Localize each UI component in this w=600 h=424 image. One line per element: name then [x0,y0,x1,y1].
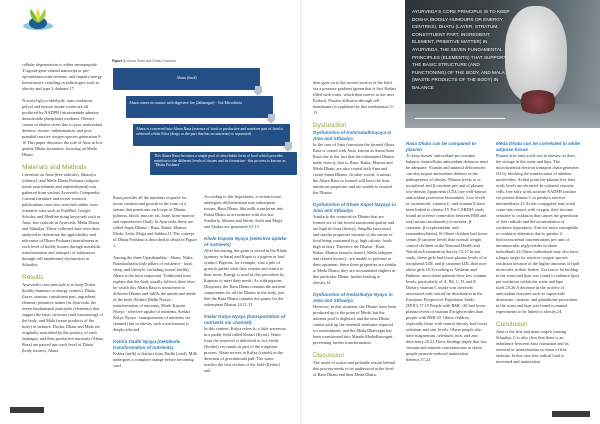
dried-flowers-image [517,90,559,114]
flow-box-3: Ahara is converted into Ahara Rasa (essence of food or productive and nutritive part of food is achieved whilst Kitta (dregs or the part that has no nutrients) is separated) [133,124,290,146]
table-surface [405,104,600,128]
flow-box-1: Ahara (food) [113,68,260,90]
paragraph: After harvesting, the grain is stored in the Khale (granary or barn) and Kapot is a pigeon or bird symbol. Pigeons, for example, visit a pile of grain to gather what they require and return to their nests. Energy is used in this procedure by Kapotas to meet their needs. As with pigeons (Kapotas), the Rasa Dhatu contains the nutrient components for all the Dhatus in the body, just like the Rasa Dhatu contains the grains for the subsequent Dhatus.10,11,13 [204,248,287,307]
paragraph: The mode of action and probable reason behind this process needs to be understood at the level of Rasa Dhatu and then Meda Dhatu. [313,360,395,377]
paragraph: Kshira (milk) is distinct from Dadhi (curd). Milk undergoes a complete change before becoming curd. [113,351,198,368]
paragraph: Ama is the first and main culprit causing Sthaulya. It is also clear that there is an imbalance between Ama formation and its removal or neutralisation in terms of free radicals. In this case free radical load is increased and antioxidant [496,329,569,364]
paragraph: then goes on to the second section of the field via a pressure gradient (green that is first Kedari filled with water, which then moves to the next Kedari). Passive diffusion through cell membranes is explained by this mechanism.11-13 [313,80,397,115]
paragraph: To keep tissues' antioxidant-pro-oxidant balance, intracellular antioxidant defences must be adequate. Vitamin and mineral deficiencies can also impair antioxidant defence in the pathogenesis of obesity. Plasma levels of α-tocopherol and β-carotene per unit of plasma low-density lipoprotein (LDL) are well-known antioxidant protection biomarkers. Low levels of carotenoids, vitamin C, and vitamin E have been linked to obesity.15 The CARDIA study found an inverse connection between BMI and total serum carotenoids (α-carotene, β-carotene, β-cryptoxanthin, and zeaxanthin/lutein).16 Obese children had lower serum β-carotene levels than normal weight control children in the National Health and Nutrition Examination Survey.15,17 In one study, obese girls had lower plasma levels of α-tocopherol/LDL and β-carotene/LDL than non-obese girls.18 According to Aasheim and Bøhmer, most obese patients have low vitamin levels, particularly of A, B6, C, D, and E. Dietary vitamin C intake was inversely associated with central fat distribution in the European Prospective Population Study (EPIC).17,19 People with BMI >30 had lower plasma levels of vitamin E/triglycerides than people with BMI 30. Obese children, especially those with central obesity, had lower selenium and zinc levels. Obese people also have magnesium, selenium, iron, and zinc deficiency.20,21 These findings imply that low vitamin and mineral concentrations in obese people promote reduced antioxidant defence.17,22 [406,153,488,362]
subheading-kshira-dadhi: Kshira Dadhi Nyaya (metabolic transformation of nutrients) [113,339,181,350]
arrow-down-icon [266,114,277,124]
figure-label: Figure 1. [112,59,127,63]
heading-dysfunction: Dysfunction [313,122,347,129]
figure-caption [112,59,176,63]
heading-discussion: Discussion [313,352,344,359]
left-column-3 [204,194,287,380]
paragraph: According to this hypothesis, a certain tissue undergoes differentiation into subsequent tissues. Rasa Dhatu, like milk, transforms into Rakta Dhatu in accordance with this law. Similarly, Mamsa and Meda, Asthi and Majja and Shukra are generated.12-13 [204,194,284,229]
right-column-1 [313,80,397,384]
paragraph: Rasa provides all the nutrients required for tissue creation and growth in the form of a stream that penetrates each type of Dhatus (plasma, blood, muscle, fat, bone, bone marrow and reproductive fluid). In Ayurveda, these are called Sapta Dhatus - Rasa, Rakta, Mamsa, Meda, Asthi, Majja and Sukhra.11 The concept of Dhatu Poshana is described in detail in Figure 1. [113,195,197,248]
right-column-2 [406,141,488,369]
page-footer-right [552,411,590,417]
paragraph: Literature on Ama (free radicals), Sthaulya (obesity), and Meda Dhatu Poshana (adipose tissue nourishment and replenishment) was gathered from various Ayurvedic Compendia. Current literature and recent research publications were also searched online from scientific sites such as PubMed, Google Scholar, and Medline using keywords such as Ama, free radicals in Ayurveda, Meda Dhatu, and Sthaulya. These collected data were then analysed to determine the applicability and relevance of Dhatu Poshana (nourishment at each level of bodily tissues through metabolic transformation and transport of substances through cell membrane) dysfunction in Sthaulya. [22,172,101,267]
left-column-2 [113,195,197,375]
figure-caption-text: Ahara Rasa and Dhatu Poshana [126,59,176,63]
arrow-down-icon [283,142,294,152]
right-column-3 [496,141,580,371]
quote-divider [415,118,505,119]
paragraph: In this context, Kulya refers to a little waterway in a paddy field called Kedari (Kyari). Water from the reservoir is delivered to rice fields (Kedari) via canals as part of the irrigation process. Water moves in Kulya (canals) in the direction of gravitational pull. The water reaches the first section of the field (Kedari) and [204,326,287,373]
left-column-1 [22,62,104,360]
heading-conclusion: Conclusion [496,321,528,328]
paragraph: Among the three Upasthambha - Ahara, Nidra, Bramhacharya (sub pillars of existence - food, sleep, and lifestyle, including sexual health), Ahara is the most important. Traditional texts explain that the body usually follows three laws by which this Ahara Rasa is transferred to different Dhatus and fulfils the nutritional needs of the body (Kshira Dadhi Nyaya - transformation of nutrients, Khale Kapota Nyaya - selective uptake of nutrients, Kedari Kulya Nyaya - transportation of nutrients via channel) but in obesity such a mechanism is deeply affected. [113,255,196,332]
buddha-head-image [505,6,567,102]
subheading-khale-kapota: Khale Kapota Nyaya (selective uptake of nutrients) [204,236,287,247]
subheading-dysfunction-2: Dysfunction of Khale Kapot Nayaya in Ama and Sthaulya [313,202,396,213]
flow-box-4: This Ahara Rasa becomes a single pool of absorbable form of food which provides nutrition to the different levels of tissues and its formation - this process is known as "Dhatu Poshana" [150,152,297,175]
figure-1 [112,57,302,179]
paragraph: Ayurveda's core principle is to keep Dosha (bodily humours or energy centres), Dhatu (layer, stratum, constituent part, ingredient, element, primitive matter) in Ayurveda, the seven fundamental principles (elements) that support the basic structure (and functioning) of the body, and Mala (waste products of the body) in balance. Dosha, Dhatu and Mala are originally nourished by the potency of each Jathragni, and then productive nutrients (Ahara Rasa) are passed into each level of Dhatu (body tissues). Ahara [22,282,104,353]
subheading-dysfunction-1: Dysfunction of Kshiradadhinyaya in Ama and Sthaulya [313,130,392,141]
flow-box-2: Ahara comes in contact with digestive fire (Jatharagni) - Gut Microbiota [126,96,273,118]
heading-materials-methods: Materials and Methods [22,164,87,171]
lotus-logo-icon [22,7,54,31]
buddha-photo [405,0,600,128]
subheading-meda-dhatu: Meda Dhatu can be correlated to white adipose tissue [496,141,580,152]
right-page [300,0,600,424]
pull-quote: AYURVEDA'S CORE PRINCIPLE IS TO KEEP DOSHA (BODILY HUMOURS OR ENERGY CENTRES), DHATU (LAYER, STRATUM, CONSTITUENT PART, INGREDIENT, ELEMENT, PRIMITIVE MATTER) IN AYURVEDA, THE SEVEN FUNDAMENTAL PRINCIPLES (ELEMENTS) THAT SUPPORT THE BASIC STRUCTURE (AND FUNCTIONING) OF THE BODY, AND MALA (WASTE PRODUCTS OF THE BODY) IN BALANCE [412,9,510,90]
subheading-dysfunction-3: Dysfunction of Kedarikulya Nyaya in Ama and Sthaulya [313,292,393,303]
paragraph: However, in this situation, the Dhatus have been produced up to the point of Meda, but the nutrient pool is depleted, and the next Dhatu cannot pick up the essential attributes required for nourishment, and the Meda Dhatvagni has been transformed into Manda-Medodhatvagni, preventing further transformation. [313,304,397,345]
subheading-rasa-dhatu: Rasa Dhatu can be compared to plasma [406,141,476,152]
arrow-down-icon [253,86,264,96]
subheading-kedar-kulya: Kedar Kulya Nyaya (transportation of nutrients via channel) [204,314,286,325]
paragraph: In the case of Ama formation the formed Ahara Rasa is coated with Ama, known as Sama Ama Rasa due to the fact that the subsequent Dhatus made from it, that is, Rasa, Rakta, Mamsa and Meda Dhatu, are also coated with Ama and create Sama Dhatus. In other words, it means the Ahara Rasa so formed will have the least nutritious properties and are unable to nourish the Dhatus. [313,142,395,195]
paragraph: N-acetyl-glyco-aldehyde, auto-oxidation, polyol and hexose amine routes are all produced by NADPH (nicotinamide adenine dinucleotide phosphate) oxidases. Obesity causes oxidative stress due to poor antioxidant defence, chronic inflammation, and post-prandial reactive oxygen species generation.9-10 This paper discusses the role of Ama in low quality Dhatu formation, focusing on Meda Dhatu. [22,98,103,157]
paragraph: Similarly the consecutive Dhatus that are formed are of the lowest nutritional quality and are high in Guru (heavy), Snigdha (unctuous) and similar properties because of the nature of food being consumed (e.g. high calorie, foods high in fats). Therefore the Dhatus - Rasa, Rakta, Mamsa (muscle tissue), Meda (adipose and related tissues) - are unable to perform at their optimum. Since these properties are similar to Meda Dhatu, they are accumulated highest in this particular Dhatu, further leading to obesity.14 [313,214,397,285]
paragraph: cellular degeneration to either neuropeptide Y/agouti-gene-related transcript or pro-opiomelanocortin neurons, and impairs energy homeostasis; resulting in pathologies such as obesity and type 2 diabetes.17 [22,62,102,91]
page-footer-left [10,407,44,413]
heading-results: Results [22,274,44,281]
paragraph: Plasma-free fatty acids rise in obesity, as does the storage in the waist and hips. The mitochondrial electron transport chain generates O2 by blocking the translocation of adenine nucleotides. At that point the plasma free fatty acids levels are elevated. In cultured vascular cells, free fatty acids activate NADPH oxidase via protein Kinase C to produce reactive intermediates.23 As the conjugated fatty acids come into contact with oxygen, they become sensitive to oxidation that causes the generation of free radicals and the accumulation of oxidative byproducts. Fats are more susceptible to oxidative alteration due to greater 4-hydroxynonenal concentrations per unit of intramuscular triglycerides in obese individuals.24 Obese individuals may also have a larger target for reactive oxygen species oxidation because of the higher amounts of lipid molecules in their bodies. Excessive fat buildup in the waist and hips was found to enhance lipid per-oxidation within the waist and hips itself.25,26 A decrease in the activity of antioxidant enzymes such as superoxide dismutase, catalase, and glutathione peroxidase in the waist and hips was found in animal experiments to be linked to obesity.24 [496,153,580,314]
